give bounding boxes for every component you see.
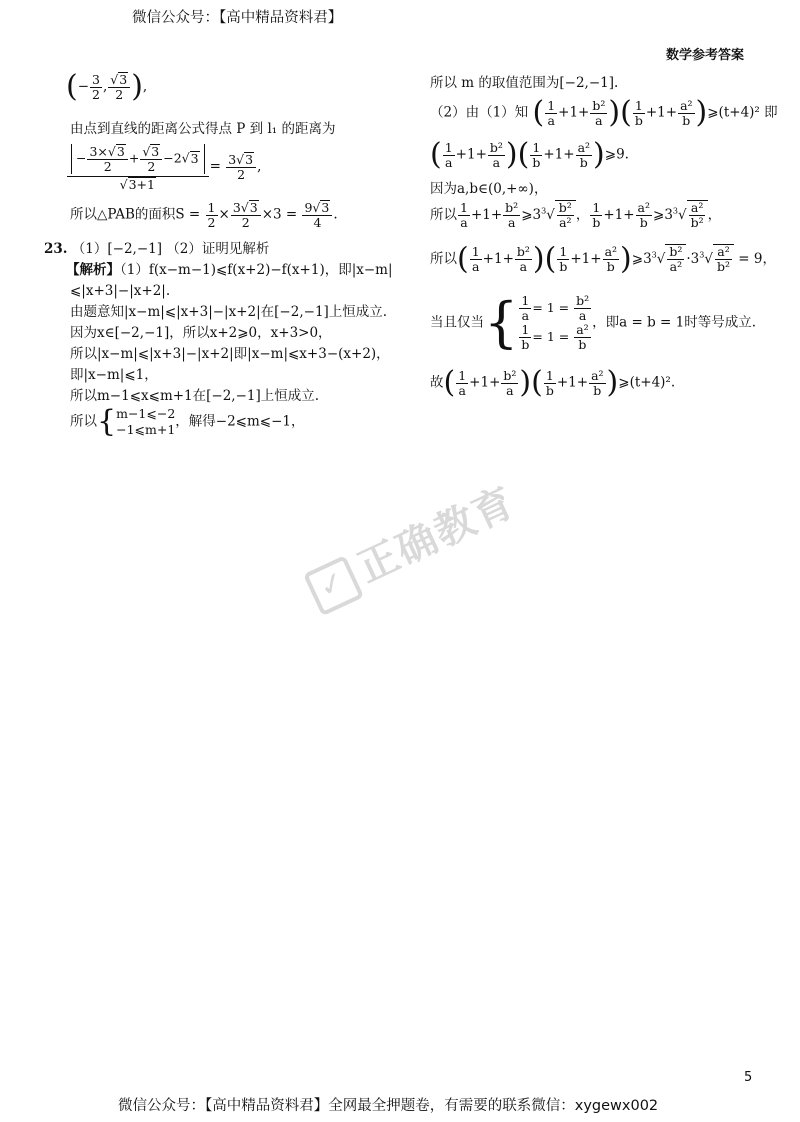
page-number: 5 — [744, 1070, 753, 1085]
question-number: 23. — [44, 241, 68, 257]
watermark — [298, 471, 523, 616]
range-result: 所以 m 的取值范围为[−2,−1]. — [430, 75, 619, 91]
part2-start: （2）由（1）知 ( $\frac{1}{a}$ +1+ $\frac{\text{b²}}{a}$ )( $\frac{1}{b}$ +1+ $\frac{\text{a²}}{b}$ )⩾(t+4)² 即 — [430, 95, 778, 130]
area-formula: 所以△PAB的面积S = $\frac{1}{2}$ × $\frac{3√3}{2}$ ×3 = $\frac{9√3}{4}$ . — [70, 199, 338, 230]
equality-condition: 当且仅当 { $\frac{1}{a}$ = 1 = $\frac{\text{b²}}{a}$ $\frac{1}{b}$ = 1 = $\frac{\text{a²}}{b}$ ，即a = b = 1时等号成立. — [430, 291, 757, 354]
solution-line-7: 所以m−1⩽x⩽m+1在[−2,−1]上恒成立. — [70, 388, 320, 404]
solution-line-1: 【解析】（1）f(x−m−1)⩽f(x+2)−f(x+1)，即|x−m| — [66, 262, 393, 278]
amgm-step: 所以 $\frac{1}{a}$ +1+ $\frac{\text{b²}}{a}$ $⩾3^3√$ $\frac{\text{b²}}{\text{a²}}$ ， $\frac{1}{b}$ +1+ $\frac{\text{a²}}{b}$ $⩾3^3√$ $\frac{\text{a²}}{\text{b²}}$ ， — [430, 200, 722, 230]
check-logo-icon: ✓ — [303, 555, 364, 616]
jiexi-label: 【解析】 — [66, 262, 120, 278]
subject-label: 数学参考答案 — [666, 48, 745, 63]
part2-inequality: ( $\frac{1}{a}$ +1+ $\frac{\text{b²}}{a}$ )( $\frac{1}{b}$ +1+ $\frac{\text{a²}}{b}$ )⩾9. — [430, 137, 629, 172]
solution-line-6: 即|x−m|⩽1， — [70, 367, 158, 383]
solution-line-3: 由题意知|x−m|⩽|x+3|−|x+2|在[−2,−1]上恒成立. — [70, 304, 388, 320]
answer-summary: （1）[−2,−1] （2）证明见解析 — [71, 241, 270, 257]
footer-text: 微信公众号：【高中精品资料君】全网最全押题卷，有需要的联系微信：xygewx002 — [118, 1098, 659, 1114]
solution-line-4: 因为x∈[−2,−1]，所以x+2⩾0，x+3>0， — [70, 325, 332, 341]
solution-line-8: 所以 { m−1⩽−2 −1⩽m+1 ，解得−2⩽m⩽−1， — [70, 404, 305, 439]
header-text: 微信公众号：【高中精品资料君】 — [132, 10, 343, 26]
watermark-text: 正确教育 — [351, 478, 523, 592]
product-step: 所以( $\frac{1}{a}$ +1+ $\frac{\text{b²}}{a}$ )( $\frac{1}{b}$ +1+ $\frac{\text{a²}}{b}$ )$⩾3^3√$ $\frac{\text{b²}}{\text{a²}}$ $\cdot 3^3√$ $\frac{\text{a²}}{\text{b²}}$ = 9， — [430, 241, 776, 277]
distance-sentence: 由点到直线的距离公式得点 P 到 l₁ 的距离为 — [70, 121, 336, 137]
point-coordinates: (− $\frac{3}{2}$ , $\frac{√3}{2}$ ), — [66, 69, 148, 104]
domain-statement: 因为a,b∈(0,+∞)， — [430, 181, 548, 197]
distance-formula: − $\frac{3\times√3}{2}$ + $\frac{√3}{2}$ −2√3 √3+1 = $\frac{3√3}{2}$ , — [66, 142, 261, 192]
solution-line-2: ⩽|x+3|−|x+2|. — [70, 283, 171, 299]
solution-line-5: 所以|x−m|⩽|x+3|−|x+2|即|x−m|⩽x+3−(x+2)， — [70, 346, 390, 362]
conclusion: 故( $\frac{1}{a}$ +1+ $\frac{\text{b²}}{a}$ )( $\frac{1}{b}$ +1+ $\frac{\text{a²}}{b}$ )⩾(t+4)². — [430, 365, 676, 400]
question-23-answer — [44, 240, 269, 259]
